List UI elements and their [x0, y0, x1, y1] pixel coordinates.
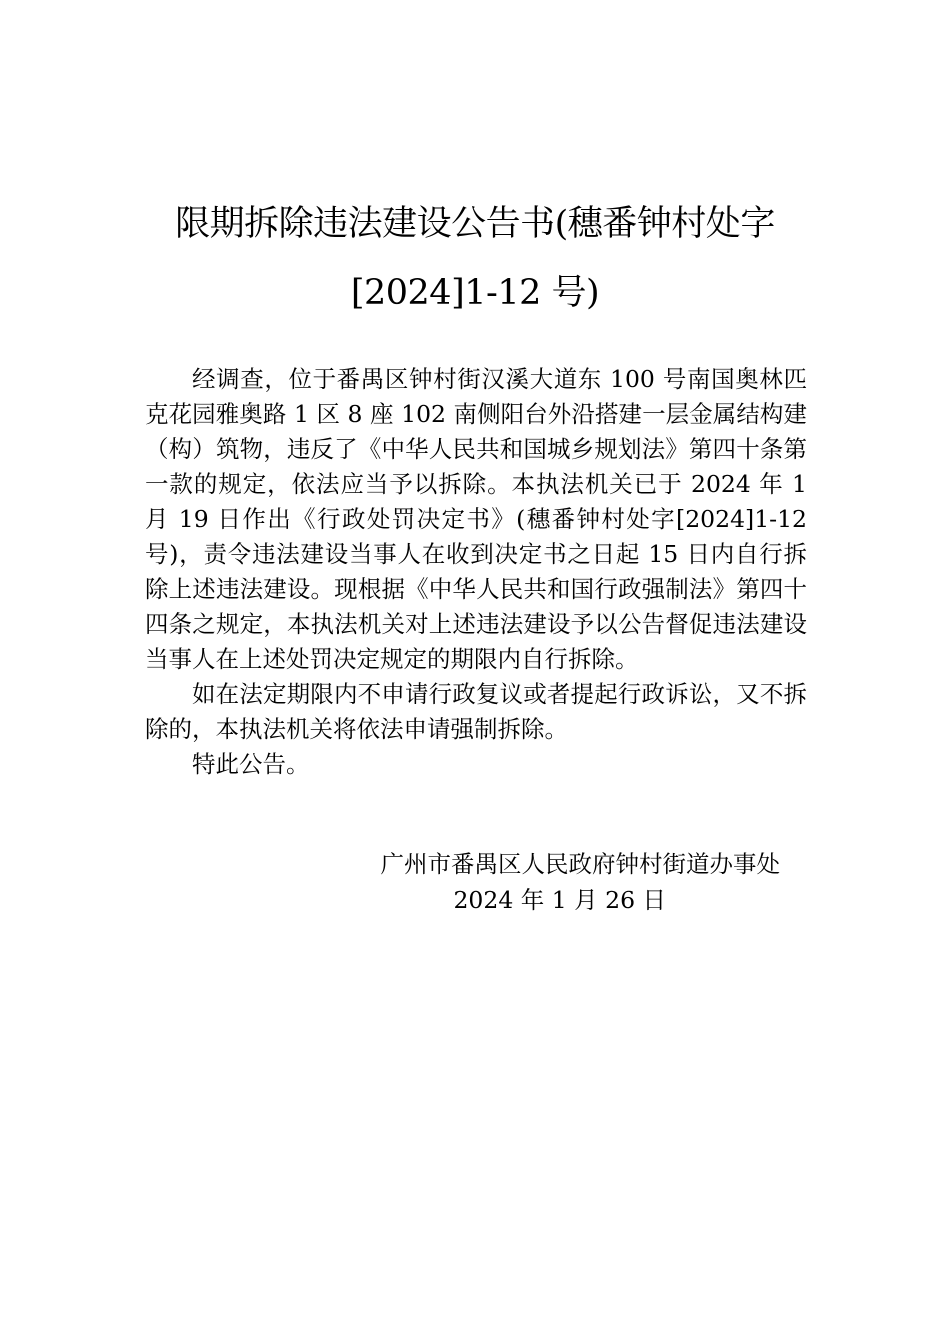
issue-date: 2024 年 1 月 26 日	[453, 886, 666, 914]
body-paragraph-enforcement: 如在法定期限内不申请行政复议或者提起行政诉讼，又不拆除的，本执法机关将依法申请强制拆除。	[145, 680, 807, 743]
issuer-name: 广州市番禺区人民政府钟村街道办事处	[380, 850, 780, 878]
notice-title-line-2: [2024]1-12 号)	[350, 273, 600, 313]
body-paragraph-closing: 特此公告。	[192, 750, 310, 778]
notice-body	[145, 362, 807, 782]
body-paragraph-main: 经调查，位于番禺区钟村街汉溪大道东 100 号南国奥林匹克花园雅奥路 1 区 8 座 102 南侧阳台外沿搭建一层金属结构建（构）筑物，违反了《中华人民共和国城乡规划法》第四十条第一款的规定，依法应当予以拆除。本执法机关已于 2024 年 1 月 19 日作出《行政处罚决定书》(穗番钟村处字[2024]1-12 号)，责令违法建设当事人在收到决定书之日起 15 日内自行拆除上述违法建设。现根据《中华人民共和国行政强制法》第四十四条之规定，本执法机关对上述违法建设予以公告督促违法建设当事人在上述处罚决定规定的期限内自行拆除。	[145, 365, 807, 673]
notice-title-line-1: 限期拆除违法建设公告书(穗番钟村处字	[175, 204, 775, 244]
